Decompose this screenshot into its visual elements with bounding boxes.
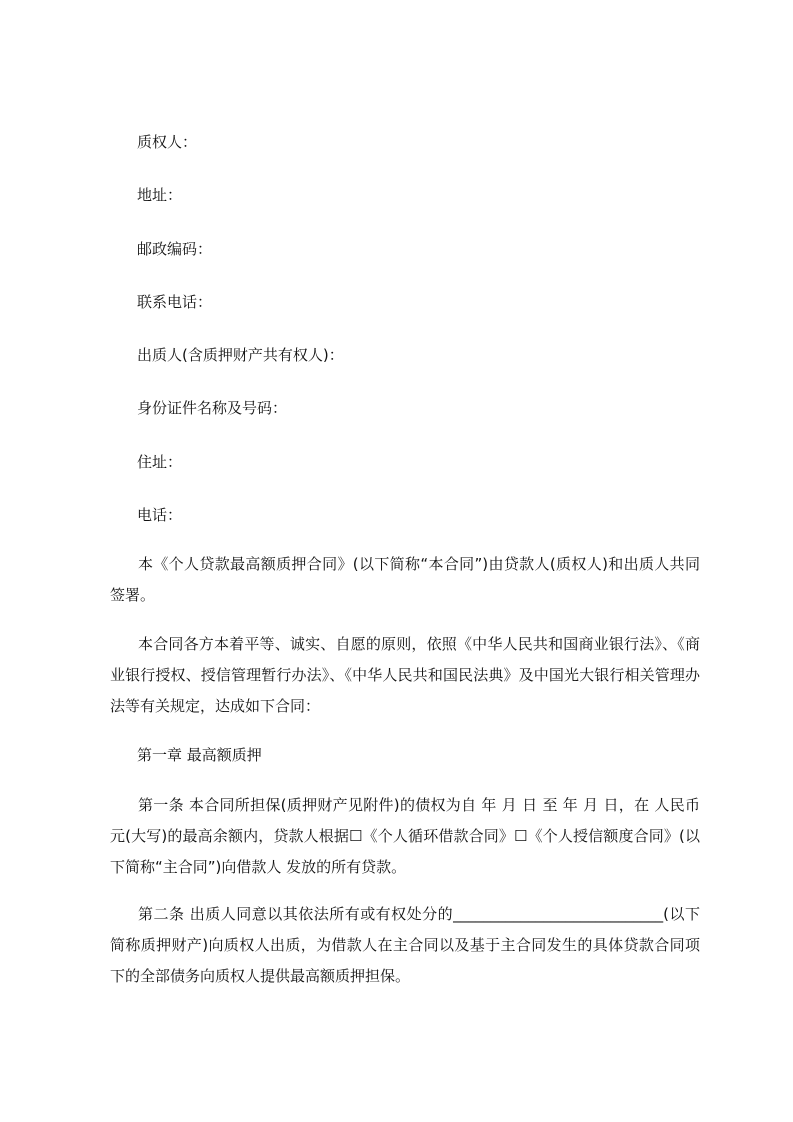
chapter-heading: 第一章 最高额质押 bbox=[137, 746, 262, 764]
phone-label: 电话： bbox=[137, 506, 183, 524]
contact-phone-label: 联系电话： bbox=[137, 293, 213, 311]
address-label: 地址： bbox=[137, 186, 183, 204]
article-2-paragraph: 第二条 出质人同意以其依法所有或有权处分的____________________________(以下简称质押财产)向质权人出质，为借款人在主合同以及基于主合同发生的具体贷款合同项下的全部债务向质权人提供最高额质押担保。 bbox=[110, 905, 700, 985]
postcode-label: 邮政编码： bbox=[137, 240, 213, 258]
article-1-paragraph: 第一条 本合同所担保(质押财产见附件)的债权为自 年 月 日 至 年 月 日，在 人民币 元(大写)的最高余额内，贷款人根据☐《个人循环借款合同》☐《个人授信额度合同》(以下简称“主合同”)向借款人 发放的所有贷款。 bbox=[110, 796, 700, 876]
pledgee-label: 质权人： bbox=[137, 133, 198, 151]
pledgor-label: 出质人(含质押财产共有权人)： bbox=[137, 346, 344, 364]
id-document-label: 身份证件名称及号码： bbox=[137, 399, 288, 417]
intro-paragraph: 本《个人贷款最高额质押合同》(以下简称“本合同”)由贷款人(质权人)和出质人共同签署。 bbox=[110, 555, 700, 604]
residence-label: 住址： bbox=[137, 453, 183, 471]
basis-paragraph: 本合同各方本着平等、诚实、自愿的原则，依照《中华人民共和国商业银行法》、《商业银行授权、授信管理暂行办法》、《中华人民共和国民法典》及中国光大银行相关管理办法等有关规定，达成如下合同： bbox=[110, 635, 700, 715]
